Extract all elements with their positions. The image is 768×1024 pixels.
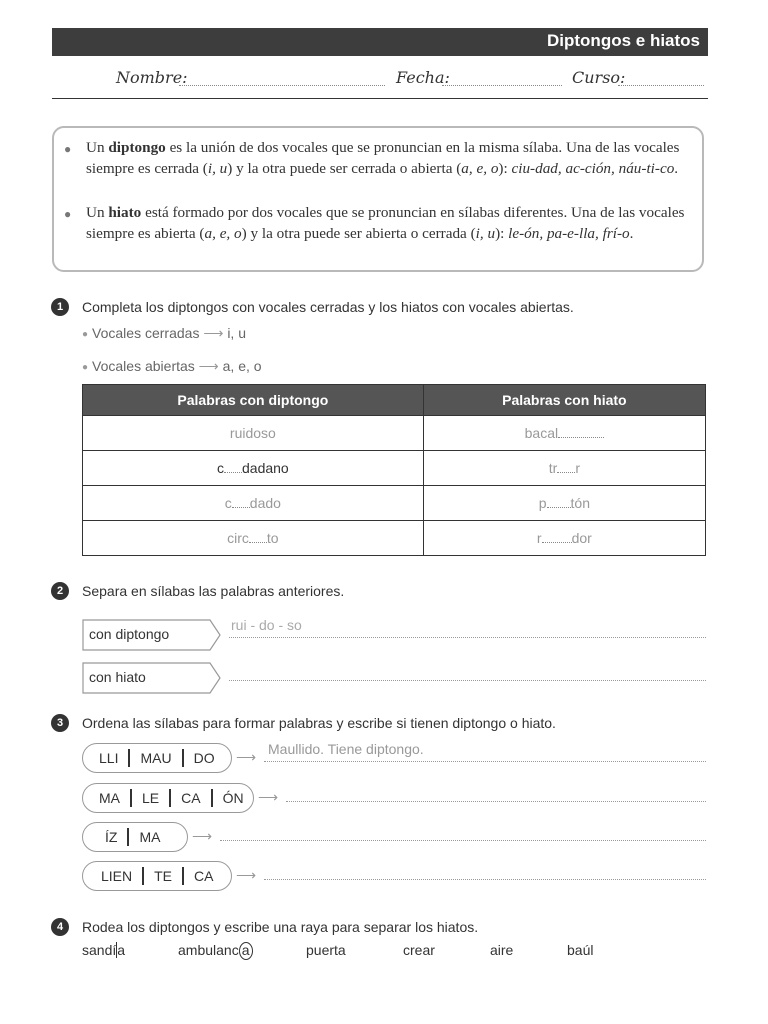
- curso-field[interactable]: [618, 73, 704, 86]
- arrow-right-icon: ⟶: [192, 828, 213, 844]
- arrow-right-icon: ⟶: [198, 358, 219, 374]
- table-row: [83, 451, 706, 486]
- word-crear[interactable]: crear: [403, 942, 435, 958]
- info-hiato: Un hiato está formado por dos vocales que se pronuncian en sílabas diferentes. Una de las vocales siempre es abierta (a, e, o) y la otra puede ser abierta o cerrada (i, u): le-ón, pa-e-lla, frí-o.: [86, 204, 685, 242]
- syllable-group: ÍZ MA: [82, 822, 188, 852]
- table-cell[interactable]: r dor: [423, 521, 705, 556]
- tag-con-diptongo: con diptongo: [82, 619, 220, 649]
- exercise-1-number: 1: [51, 298, 69, 316]
- syllable-group: LLI MAU DO: [82, 743, 232, 773]
- nombre-label: Nombre:: [116, 68, 188, 87]
- table-row: [83, 416, 706, 451]
- table-cell: ruidoso: [83, 416, 424, 451]
- exercise-2-instruction: Separa en sílabas las palabras anteriores.: [82, 583, 345, 599]
- open-vowels-line: ● Vocales abiertas ⟶ a, e, o: [82, 358, 262, 374]
- curso-label: Curso:: [572, 68, 626, 87]
- nombre-field[interactable]: [179, 73, 385, 86]
- column-header-diptongo: Palabras con diptongo: [83, 385, 424, 416]
- exercise-4-number: 4: [51, 918, 69, 936]
- answer-line[interactable]: Maullido. Tiene diptongo.: [264, 741, 706, 762]
- fecha-field[interactable]: [442, 73, 562, 86]
- syllable-group: LIEN TE CA: [82, 861, 232, 891]
- table-cell[interactable]: circ to: [83, 521, 424, 556]
- exercise-4-instruction: Rodea los diptongos y escribe una raya para separar los hiatos.: [82, 919, 479, 935]
- table-cell[interactable]: c dadano: [83, 451, 424, 486]
- page-title: Diptongos e hiatos: [547, 31, 700, 50]
- answer-line[interactable]: [286, 781, 706, 802]
- word-ambulancia[interactable]: ambulanc a: [178, 942, 253, 960]
- answer-line[interactable]: [220, 820, 706, 841]
- word-baul[interactable]: baúl: [567, 942, 594, 958]
- arrow-right-icon: ⟶: [236, 749, 257, 765]
- student-info-row: [52, 64, 708, 94]
- tag-con-hiato: con hiato: [82, 662, 220, 692]
- table-row: [83, 486, 706, 521]
- bullet-icon: ●: [64, 142, 72, 156]
- title-bar: [52, 28, 708, 56]
- header-divider: [52, 98, 708, 99]
- table-row: [83, 521, 706, 556]
- answer-line[interactable]: [264, 859, 706, 880]
- table-cell[interactable]: tr r: [423, 451, 705, 486]
- answer-line-diptongo[interactable]: rui - do - so: [229, 617, 706, 638]
- bullet-icon: ●: [64, 207, 72, 221]
- exercise-1-instruction: Completa los diptongos con vocales cerradas y los hiatos con vocales abiertas.: [82, 299, 574, 315]
- syllable-group: MA LE CA ÓN: [82, 783, 254, 813]
- words-table: [82, 384, 706, 556]
- arrow-right-icon: ⟶: [203, 325, 224, 341]
- info-diptongo: Un diptongo es la unión de dos vocales que se pronuncian en la misma sílaba. Una de las vocales siempre es cerrada (i, u) y la otra puede ser cerrada o abierta (a, e, o): ciu-dad, ac-ción, náu-ti-co.: [86, 139, 680, 177]
- arrow-right-icon: ⟶: [236, 867, 257, 883]
- diptongo-circle: a: [239, 942, 253, 960]
- table-header-row: [83, 385, 706, 416]
- word-puerta[interactable]: puerta: [306, 942, 346, 958]
- exercise-3-number: 3: [51, 714, 69, 732]
- exercise-3-instruction: Ordena las sílabas para formar palabras y escribe si tienen diptongo o hiato.: [82, 715, 556, 731]
- table-cell[interactable]: bacal: [423, 416, 705, 451]
- word-sandia[interactable]: sandía: [82, 942, 126, 958]
- info-box: [52, 126, 704, 272]
- bullet-icon: ●: [82, 328, 89, 340]
- bullet-icon: ●: [82, 361, 89, 373]
- answer-line-hiato[interactable]: [229, 660, 706, 681]
- word-aire[interactable]: aire: [490, 942, 514, 958]
- arrow-right-icon: ⟶: [258, 789, 279, 805]
- exercise-2-number: 2: [51, 582, 69, 600]
- table-cell[interactable]: c dado: [83, 486, 424, 521]
- closed-vowels-line: ● Vocales cerradas ⟶ i, u: [82, 325, 246, 341]
- fecha-label: Fecha:: [396, 68, 450, 87]
- table-cell[interactable]: p tón: [423, 486, 705, 521]
- column-header-hiato: Palabras con hiato: [423, 385, 705, 416]
